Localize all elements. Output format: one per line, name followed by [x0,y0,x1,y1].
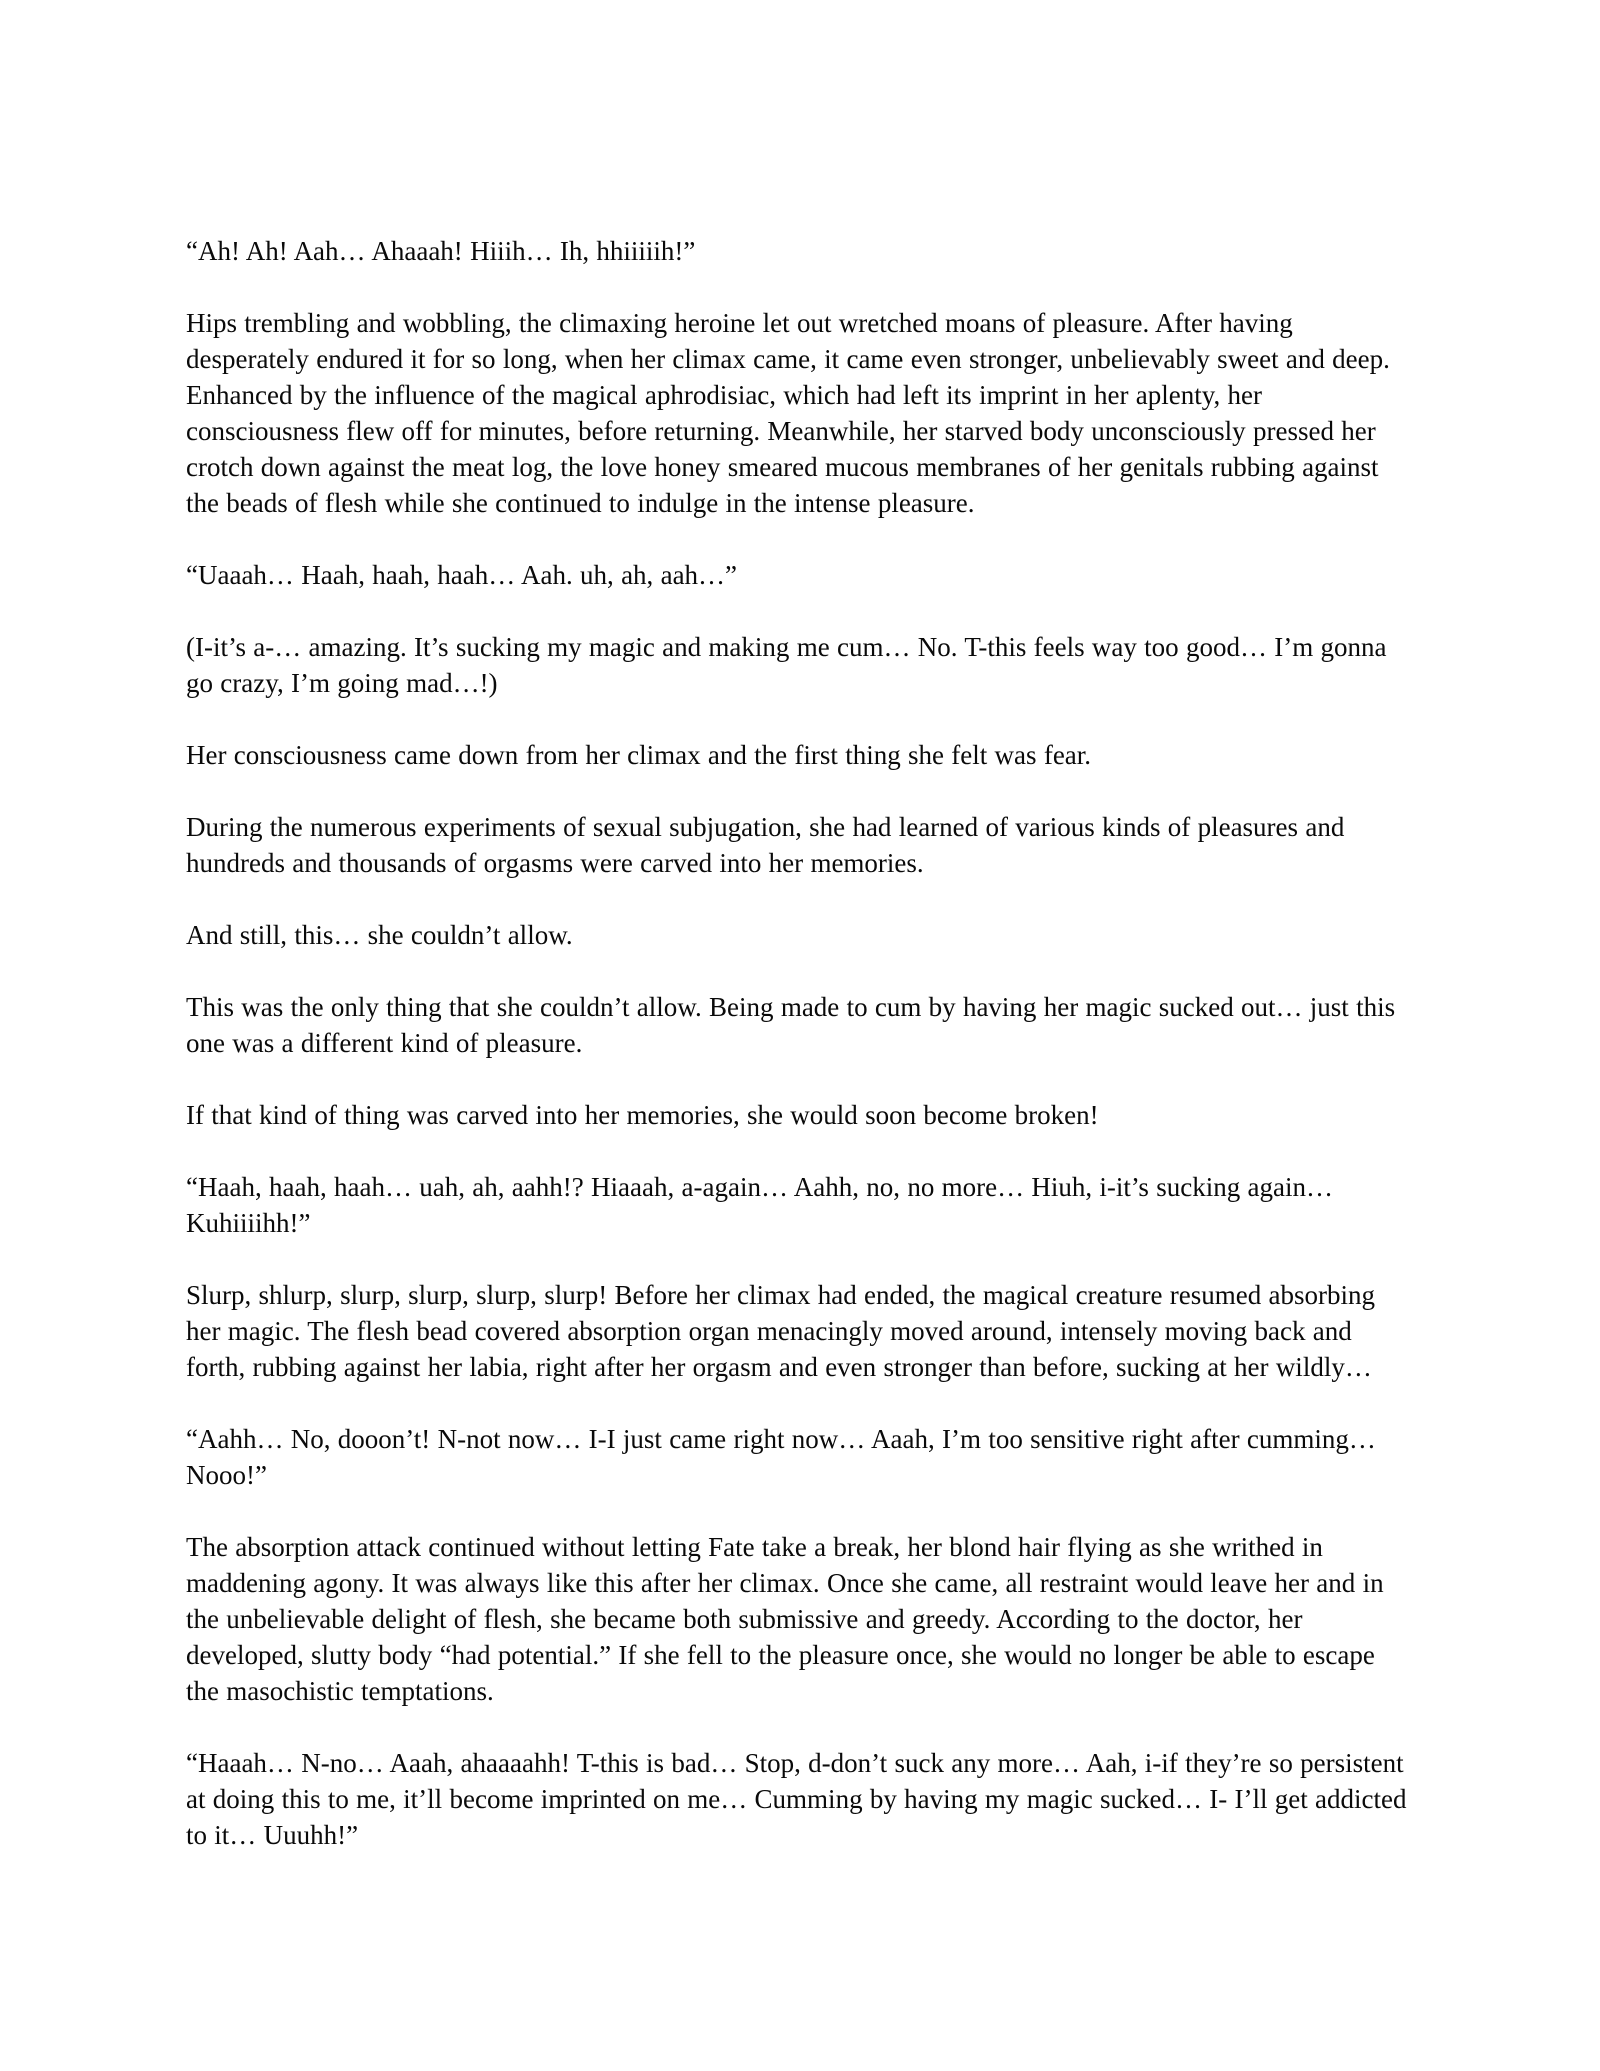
paragraph: If that kind of thing was carved into her memories, she would soon become broken! [186,1100,1099,1130]
paragraph: “Haaah… N-no… Aaah, ahaaaahh! T-this is bad… Stop, d-don’t suck any more… Aah, i-if they’re so persistent at doing this to me, it’ll become imprinted on me… Cumming by having my magic sucked… I- I’ll get addicted to it… Uuuhh!” [186,1748,1407,1850]
paragraph: “Haah, haah, haah… uah, ah, aahh!? Hiaaah, a-again… Aahh, no, no more… Hiuh, i-it’s sucking again… Kuhiiiihh!” [186,1172,1333,1238]
paragraph: This was the only thing that she couldn’t allow. Being made to cum by having her magic sucked out… just this one was a different kind of pleasure. [186,992,1396,1058]
paragraph: Hips trembling and wobbling, the climaxing heroine let out wretched moans of pleasure. After having desperately endured it for so long, when her climax came, it came even stronger, unbelievably sweet and deep. Enhanced by the influence of the magical aphrodisiac, which had left its imprint in her aplenty, her consciousness flew off for minutes, before returning. Meanwhile, her starved body unconsciously pressed her crotch down against the meat log, the love honey smeared mucous membranes of her genitals rubbing against the beads of flesh while she continued to indulge in the intense pleasure. [186,308,1390,518]
paragraph: During the numerous experiments of sexual subjugation, she had learned of various kinds of pleasures and hundreds and thousands of orgasms were carved into her memories. [186,812,1345,878]
paragraph: And still, this… she couldn’t allow. [186,920,573,950]
paragraph: “Uaaah… Haah, haah, haah… Aah. uh, ah, aah…” [186,560,738,590]
paragraph: (I-it’s a-… amazing. It’s sucking my magic and making me cum… No. T-this feels way too good… I’m gonna go crazy, I’m going mad…!) [186,632,1387,698]
paragraph: “Ah! Ah! Aah… Ahaaah! Hiiih… Ih, hhiiiiih!” [186,236,696,266]
paragraph: Her consciousness came down from her climax and the first thing she felt was fear. [186,740,1092,770]
paragraph: The absorption attack continued without letting Fate take a break, her blond hair flying as she writhed in maddening agony. It was always like this after her climax. Once she came, all restraint would leave her and in the unbelievable delight of flesh, she became both submissive and greedy. According to the doctor, her developed, slutty body “had potential.” If she fell to the pleasure once, she would no longer be able to escape the masochistic temptations. [186,1532,1384,1706]
paragraph: “Aahh… No, dooon’t! N-not now… I-I just came right now… Aaah, I’m too sensitive right after cumming… Nooo!” [186,1424,1376,1490]
paragraph: Slurp, shlurp, slurp, slurp, slurp, slurp! Before her climax had ended, the magical creature resumed absorbing her magic. The flesh bead covered absorption organ menacingly moved around, intensely moving back and forth, rubbing against her labia, right after her orgasm and even stronger than before, sucking at her wildly… [186,1280,1376,1382]
